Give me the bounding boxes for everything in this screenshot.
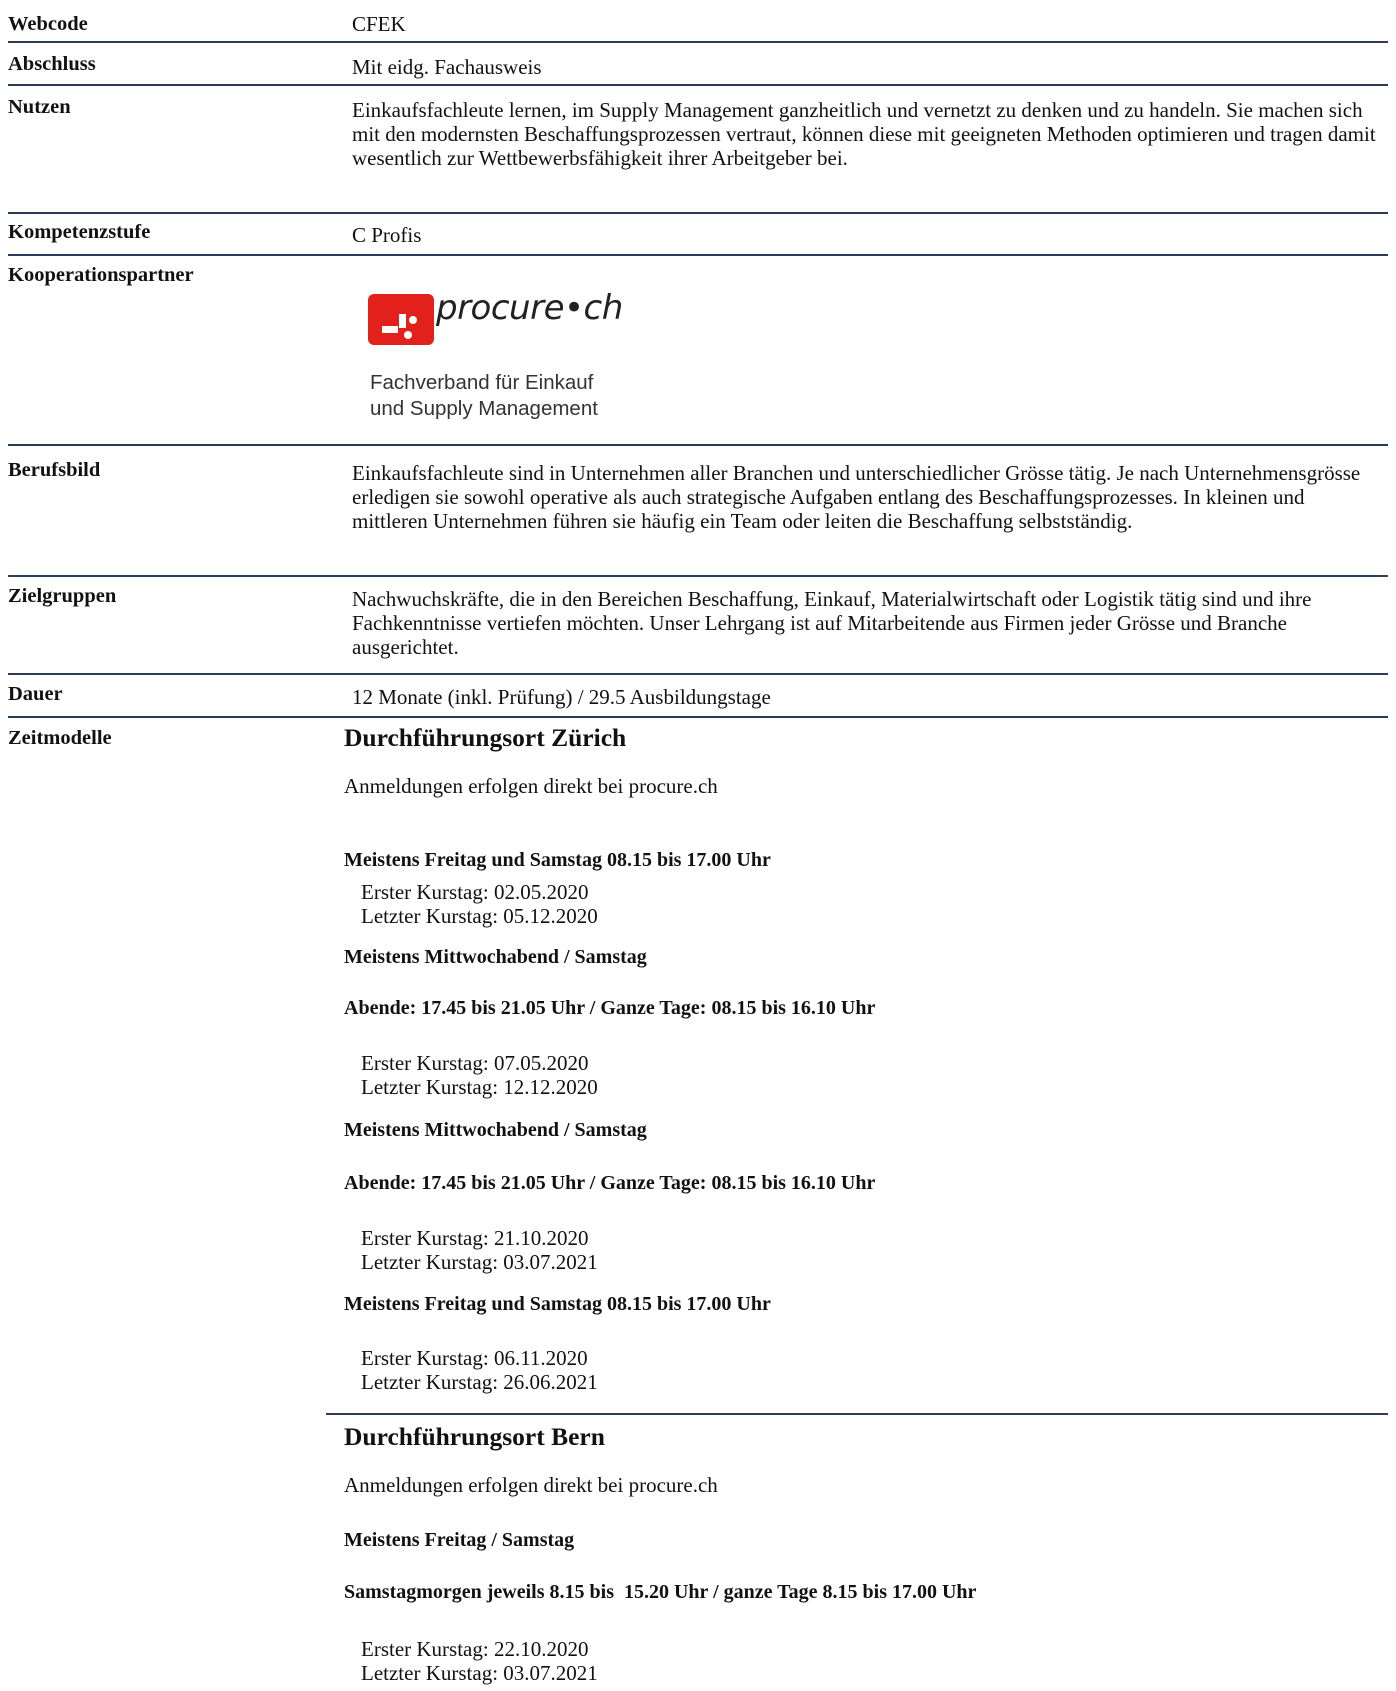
label-dauer: Dauer [8,683,63,705]
logo-mark [368,294,434,345]
divider [8,212,1388,214]
first-course-day: Erster Kurstag: 07.05.2020 [361,1051,589,1075]
label-kooperationspartner: Kooperationspartner [8,264,194,286]
value-zielgruppen: Nachwuchskräfte, die in den Bereichen Beschaffung, Einkauf, Materialwirtschaft oder Logistik tätig sind und ihre Fachkenntnisse vertiefen möchten. Unser Lehrgang ist auf Mitarbeitende aus Firmen jeder Grösse und Branche ausgerichtet. [352,587,1312,659]
procure-ch-logo[interactable] [344,258,664,420]
first-course-day: Erster Kurstag: 06.11.2020 [361,1346,588,1370]
location-title: Durchführungsort Zürich [344,723,627,752]
divider [8,84,1388,86]
first-course-day: Erster Kurstag: 02.05.2020 [361,880,589,904]
schedule-times: Abende: 17.45 bis 21.05 Uhr / Ganze Tage: 08.15 bis 16.10 Uhr [344,1172,876,1194]
course-dates [361,880,598,928]
label-nutzen: Nutzen [8,96,71,118]
value-dauer: 12 Monate (inkl. Prüfung) / 29.5 Ausbildungstage [352,685,771,709]
course-dates [361,1226,598,1274]
label-zielgruppen: Zielgruppen [8,585,117,607]
value-webcode: CFEK [352,12,406,36]
location-title: Durchführungsort Bern [344,1422,605,1451]
logo-subtitle-line: und Supply Management [370,397,598,420]
label-abschluss: Abschluss [8,53,96,75]
schedule-title: Meistens Mittwochabend / Samstag [344,1119,647,1141]
logo-wordmark: procure•ch [436,288,623,328]
schedule-title: Meistens Freitag und Samstag 08.15 bis 17.00 Uhr [344,1293,771,1315]
label-zeitmodelle: Zeitmodelle [8,727,112,749]
course-dates [361,1346,598,1394]
divider [8,444,1388,446]
value-kompetenzstufe: C Profis [352,223,422,247]
location-divider [326,1413,1388,1415]
last-course-day: Letzter Kurstag: 05.12.2020 [361,904,598,928]
schedule-times: Samstagmorgen jeweils 8.15 bis 15.20 Uhr / ganze Tage 8.15 bis 17.00 Uhr [344,1581,977,1603]
value-berufsbild: Einkaufsfachleute sind in Unternehmen aller Branchen und unterschiedlicher Grösse tätig. Je nach Unternehmensgrösse erledigen sie sowohl operative als auch strategische Aufgaben entlang des Beschaffungsprozesses. In kleinen und mittleren Unternehmen führen sie häufig ein Team oder leiten die Beschaffung selbstständig. [352,461,1361,533]
label-webcode: Webcode [8,13,88,35]
divider [8,575,1388,577]
last-course-day: Letzter Kurstag: 26.06.2021 [361,1370,598,1394]
course-dates [361,1051,598,1099]
registration-note: Anmeldungen erfolgen direkt bei procure.ch [344,1473,718,1497]
label-kompetenzstufe: Kompetenzstufe [8,221,151,243]
schedule-title: Meistens Freitag / Samstag [344,1529,575,1551]
schedule-times: Abende: 17.45 bis 21.05 Uhr / Ganze Tage: 08.15 bis 16.10 Uhr [344,997,876,1019]
divider [8,254,1388,256]
divider [8,41,1388,43]
last-course-day: Letzter Kurstag: 12.12.2020 [361,1075,598,1099]
last-course-day: Letzter Kurstag: 03.07.2021 [361,1661,598,1685]
divider [8,716,1388,718]
registration-note: Anmeldungen erfolgen direkt bei procure.ch [344,774,718,798]
value-abschluss: Mit eidg. Fachausweis [352,55,542,79]
schedule-title: Meistens Mittwochabend / Samstag [344,946,647,968]
schedule-title: Meistens Freitag und Samstag 08.15 bis 17.00 Uhr [344,849,771,871]
logo-subtitle-line: Fachverband für Einkauf [370,371,594,394]
first-course-day: Erster Kurstag: 21.10.2020 [361,1226,589,1250]
value-nutzen: Einkaufsfachleute lernen, im Supply Management ganzheitlich und vernetzt zu denken und zu handeln. Sie machen sich mit den modernsten Beschaffungsprozessen vertraut, können diese mit geeigneten Methoden optimieren und tragen damit wesentlich zur Wettbewerbsfähigkeit ihrer Arbeitgeber bei. [352,98,1376,170]
divider [8,673,1388,675]
label-berufsbild: Berufsbild [8,459,101,481]
course-dates [361,1637,598,1685]
last-course-day: Letzter Kurstag: 03.07.2021 [361,1250,598,1274]
logo-subtitle [370,370,670,422]
first-course-day: Erster Kurstag: 22.10.2020 [361,1637,589,1661]
logo-cross-icon [368,294,434,345]
